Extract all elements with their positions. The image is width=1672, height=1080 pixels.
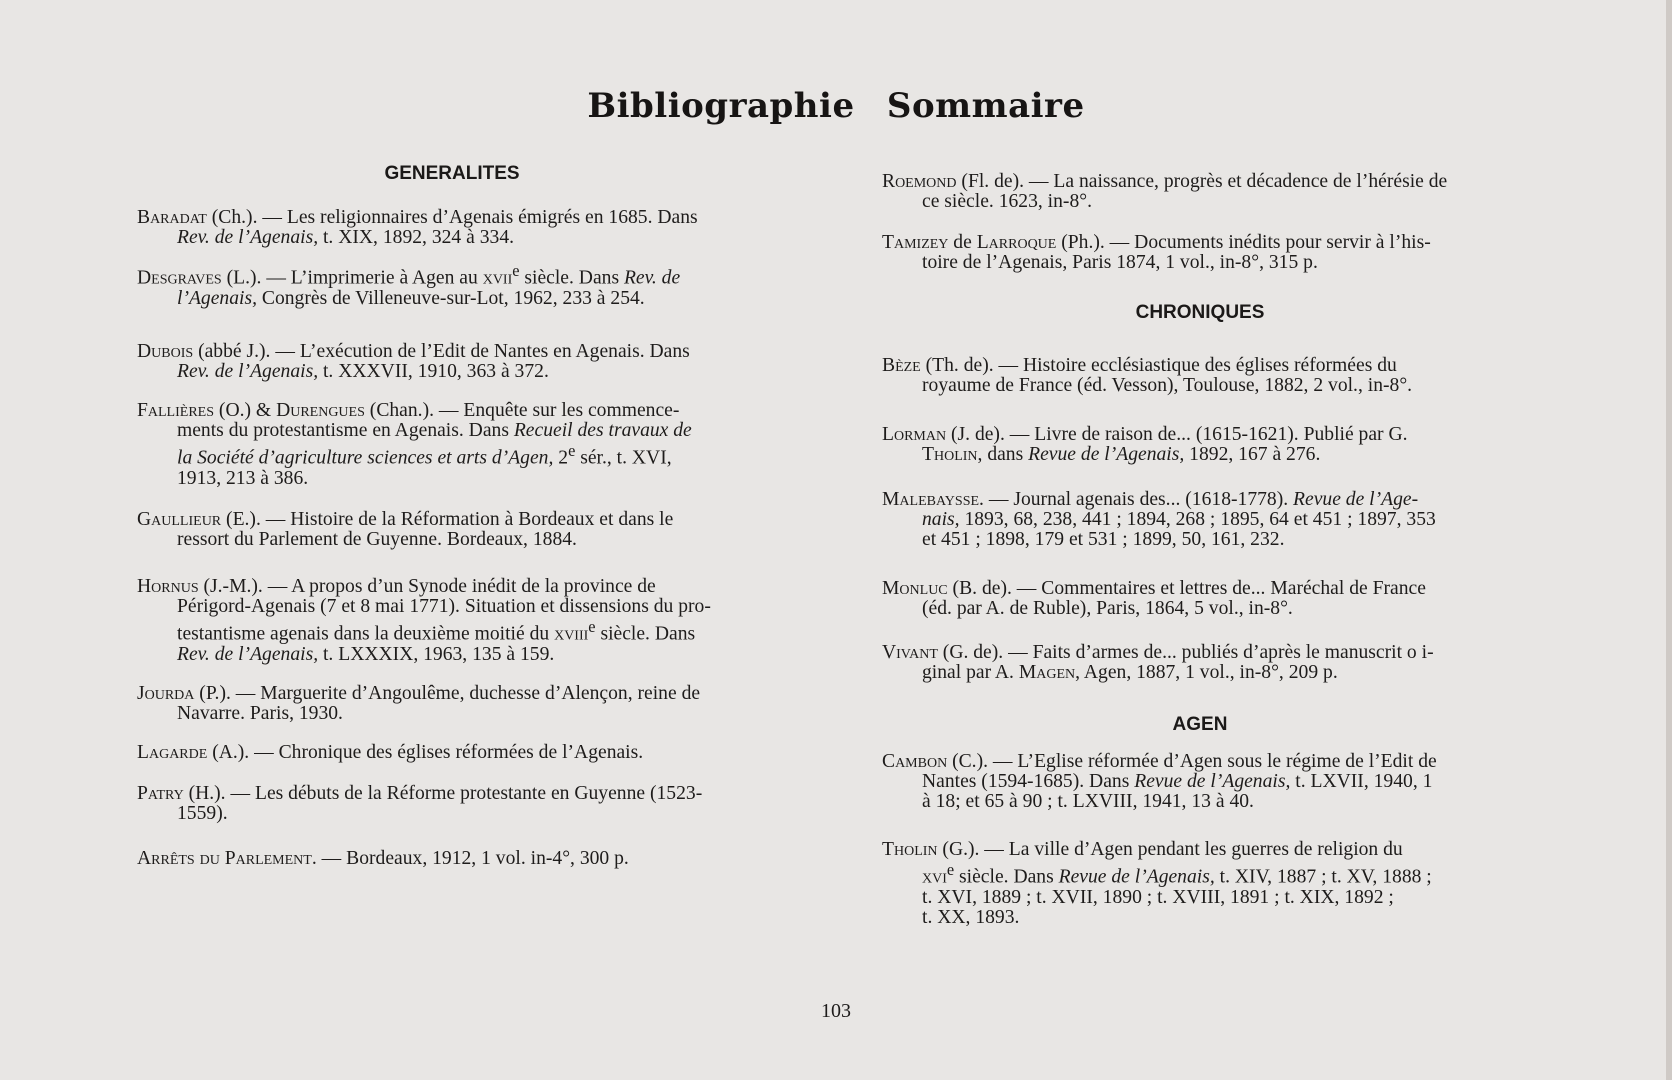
entry-line: à 18; et 65 à 90 ; t. LXVIII, 1941, 13 à 40. [922, 791, 1254, 812]
entry-line: royaume de France (éd. Vesson), Toulouse, 1882, 2 vol., in-8°. [922, 375, 1413, 396]
entry-line: Tamizey de Larroque (Ph.). — Documents inédits pour servir à l’his- [882, 232, 1431, 253]
entry-line: ressort du Parlement de Guyenne. Bordeaux, 1884. [177, 529, 577, 550]
bibliography-entry [137, 577, 767, 665]
bibliography-entry [137, 784, 767, 824]
entry-line: Hornus (J.-M.). — A propos d’un Synode inédit de la province de [137, 576, 656, 597]
bibliography-entry [882, 752, 1518, 812]
bibliography-entry [882, 579, 1518, 619]
entry-line: Roemond (Fl. de). — La naissance, progrès et décadence de l’hérésie de [882, 171, 1448, 192]
entry-line: 1559). [177, 803, 228, 824]
entry-line: Périgord-Agenais (7 et 8 mai 1771). Situation et dissensions du pro- [177, 596, 711, 617]
entry-line: Malebaysse. — Journal agenais des... (1618-1778). Revue de l’Age- [882, 489, 1419, 510]
bibliography-entry [137, 684, 767, 724]
bibliography-entry [882, 172, 1518, 212]
entry-line: Navarre. Paris, 1930. [177, 703, 343, 724]
title-word-1: Bibliographie [587, 86, 855, 126]
entry-line: et 451 ; 1898, 179 et 531 ; 1899, 50, 161, 232. [922, 529, 1285, 550]
title-word-2: Sommaire [886, 86, 1085, 126]
entry-line: Jourda (P.). — Marguerite d’Angoulême, duchesse d’Alençon, reine de [137, 683, 701, 704]
entry-line: Desgraves (L.). — L’imprimerie à Agen au xvii$^e$ siècle. Dans Rev. de [137, 261, 681, 289]
bibliography-entry [882, 356, 1518, 396]
bibliography-entry [882, 490, 1518, 550]
entry-line: ce siècle. 1623, in-8°. [922, 191, 1092, 212]
entry-line: testantisme agenais dans la deuxième moitié du xviii$^e$ siècle. Dans [177, 617, 696, 645]
entry-line: Rev. de l’Agenais, t. XXXVII, 1910, 363 à 372. [177, 361, 549, 382]
entry-line: (éd. par A. de Ruble), Paris, 1864, 5 vol., in-8°. [922, 598, 1293, 619]
section-heading-chroniques: CHRONIQUES [1135, 302, 1265, 323]
bibliography-entry [137, 743, 767, 763]
entry-line: Lorman (J. de). — Livre de raison de... (1615-1621). Publié par G. [882, 424, 1408, 445]
bibliography-entry [137, 342, 767, 382]
entry-line: Bèze (Th. de). — Histoire ecclésiastique des églises réformées du [882, 355, 1397, 376]
entry-line: Cambon (C.). — L’Eglise réformée d’Agen sous le régime de l’Edit de [882, 751, 1437, 772]
bibliography-entry [137, 208, 767, 248]
entry-line: Arrêts du Parlement. — Bordeaux, 1912, 1 vol. in-4°, 300 p. [137, 848, 629, 869]
entry-line: Gaullieur (E.). — Histoire de la Réformation à Bordeaux et dans le [137, 509, 674, 530]
page-edge [1666, 0, 1672, 1080]
entry-line: ginal par A. Magen, Agen, 1887, 1 vol., in-8°, 209 p. [922, 662, 1338, 683]
entry-line: la Société d’agriculture sciences et arts d’Agen, 2e sér., t. XVI, [177, 441, 672, 469]
entry-line: nais, 1893, 68, 238, 441 ; 1894, 268 ; 1895, 64 et 451 ; 1897, 353 [922, 509, 1436, 530]
entry-line: Vivant (G. de). — Faits d’armes de... publiés d’après le manuscrit o i- [882, 642, 1434, 663]
entry-line: Monluc (B. de). — Commentaires et lettres de... Maréchal de France [882, 578, 1426, 599]
bibliography-entry [137, 849, 767, 869]
entry-line: Tholin (G.). — La ville d’Agen pendant les guerres de religion du [882, 839, 1403, 860]
bibliography-entry [882, 233, 1518, 273]
entry-line: Fallières (O.) & Durengues (Chan.). — Enquête sur les commence- [137, 400, 680, 421]
entry-line: t. XVI, 1889 ; t. XVII, 1890 ; t. XVIII, 1891 ; t. XIX, 1892 ; [922, 886, 1394, 908]
entry-line: xvi$^e$ siècle. Dans Revue de l’Agenais, t. XIV, 1887 ; t. XV, 1888 ; [922, 860, 1432, 888]
entry-line: toire de l’Agenais, Paris 1874, 1 vol., in-8°, 315 p. [922, 252, 1318, 273]
bibliography-entry [882, 643, 1518, 683]
bibliography-entry [137, 261, 767, 309]
entry-line: l’Agenais, Congrès de Villeneuve-sur-Lot, 1962, 233 à 254. [177, 287, 645, 309]
entry-line: t. XX, 1893. [922, 906, 1020, 928]
entry-line: Lagarde (A.). — Chronique des églises réformées de l’Agenais. [137, 742, 644, 763]
entry-line: 1913, 213 à 386. [177, 467, 309, 489]
bibliography-entry [882, 840, 1518, 928]
bibliography-entry [137, 510, 767, 550]
entry-line: Rev. de l’Agenais, t. LXXXIX, 1963, 135 à 159. [177, 643, 555, 665]
bibliography-entry [882, 425, 1518, 465]
bibliography-entry [137, 401, 767, 489]
entry-line: ments du protestantisme en Agenais. Dans Recueil des travaux de [177, 420, 692, 441]
section-heading-agen: AGEN [1172, 714, 1228, 735]
page-title [0, 86, 1672, 126]
entry-line: Tholin, dans Revue de l’Agenais, 1892, 167 à 276. [922, 444, 1321, 465]
entry-line: Patry (H.). — Les débuts de la Réforme protestante en Guyenne (1523- [137, 783, 703, 804]
section-heading-generalites: GENERALITES [384, 163, 520, 184]
entry-line: Baradat (Ch.). — Les religionnaires d’Agenais émigrés en 1685. Dans [137, 207, 698, 228]
entry-line: Nantes (1594-1685). Dans Revue de l’Agenais, t. LXVII, 1940, 1 [922, 771, 1433, 792]
entry-line: Dubois (abbé J.). — L’exécution de l’Edit de Nantes en Agenais. Dans [137, 341, 690, 362]
entry-line: Rev. de l’Agenais, t. XIX, 1892, 324 à 334. [177, 227, 515, 248]
page-number: 103 [821, 1000, 851, 1022]
